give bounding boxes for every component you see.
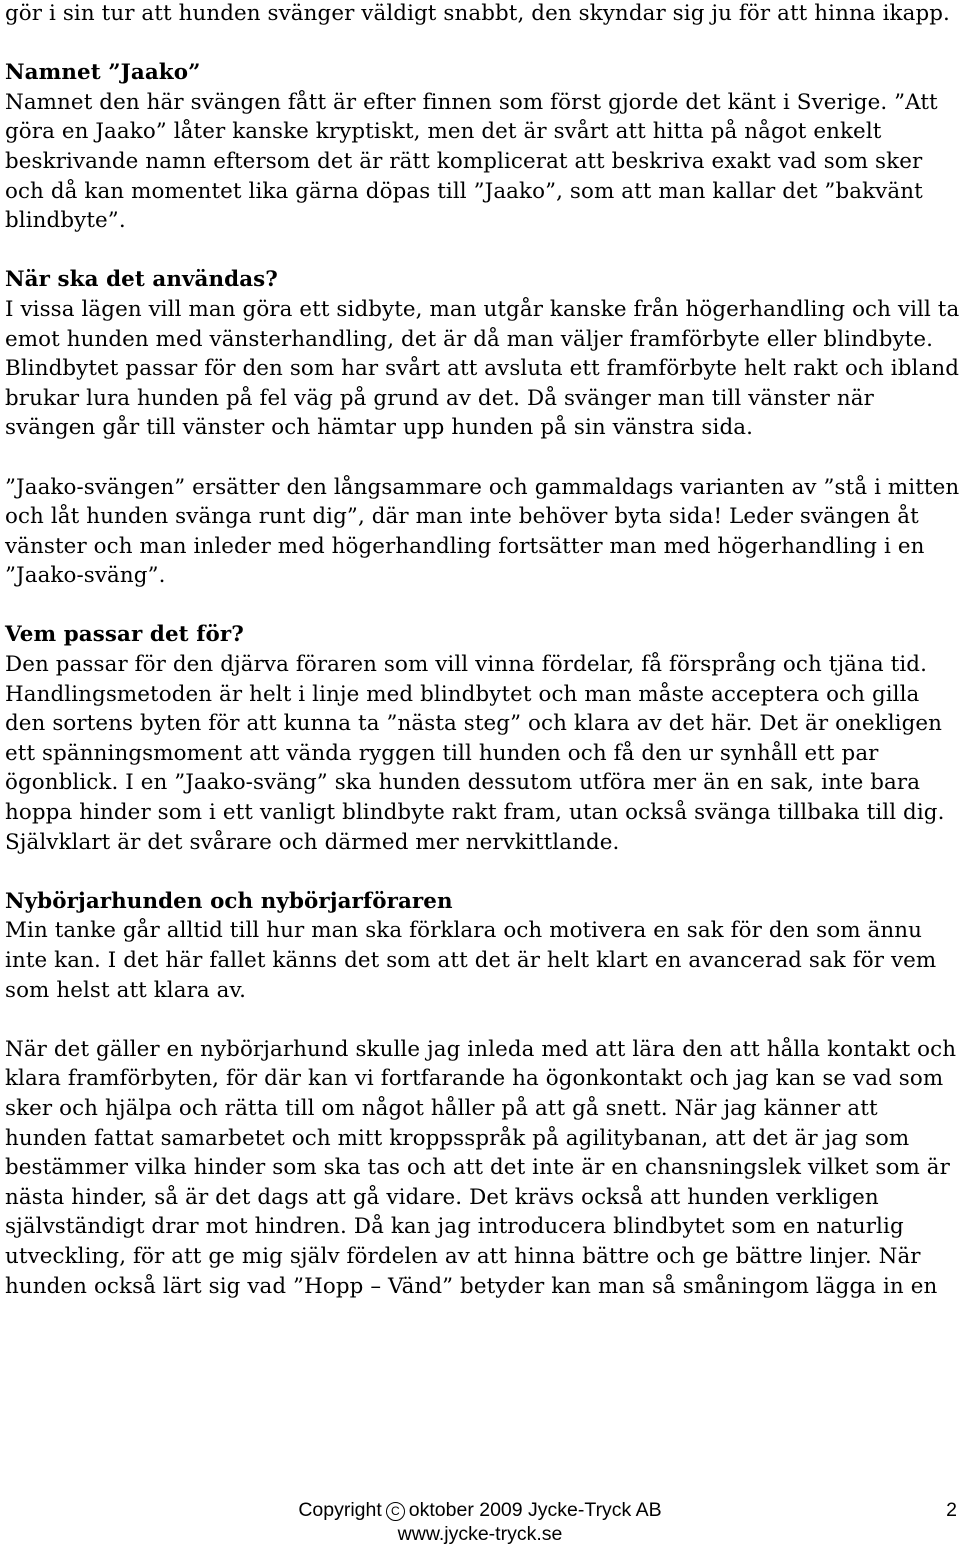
copyright-suffix: oktober 2009 Jycke-Tryck AB bbox=[408, 1499, 662, 1521]
section-body-when-2: ”Jaako-svängen” ersätter den långsammare och gammaldags varianten av ”stå i mitten och låt hunden svänga runt dig”, där man inte behöver byta sida! Leder svängen åt vänster och man inleder med högerhandling fortsätter man med högerhandling i en ”Jaako-sväng”. bbox=[5, 474, 960, 589]
section-heading-when: När ska det användas? bbox=[5, 267, 278, 293]
paragraph-gap bbox=[5, 857, 960, 887]
section-heading-name: Namnet ”Jaako” bbox=[5, 60, 201, 86]
paragraph-gap bbox=[5, 236, 960, 266]
footer-copyright bbox=[0, 1497, 960, 1524]
section-body-who: Den passar för den djärva föraren som vill vinna fördelar, få försprång och tjäna tid. Handlingsmetoden är helt i linje med blindbytet och man måste acceptera och gilla den sortens byten för att kunna ta ”nästa steg” och klara av det här. Det är onekligen ett spänningsmoment att vända ryggen till hunden och få den ur synhåll ett par ögonblick. I en ”Jaako-sväng” ska hunden dessutom utföra mer än en sak, inte bara hoppa hinder som i ett vanligt blindbyte rakt fram, utan också svänga tillbaka till dig. Självklart är det svårare och därmed mer nervkittlande. bbox=[5, 652, 945, 855]
section-heading-beginner: Nybörjarhunden och nybörjarföraren bbox=[5, 888, 453, 914]
paragraph-gap bbox=[5, 591, 960, 621]
paragraph-gap bbox=[5, 1005, 960, 1035]
paragraph-gap bbox=[5, 443, 960, 473]
paragraph-gap bbox=[5, 29, 960, 59]
intro-paragraph: gör i sin tur att hunden svänger väldigt snabbt, den skyndar sig ju för att hinna ikapp. bbox=[5, 1, 950, 26]
copyright-prefix: Copyright bbox=[298, 1499, 382, 1521]
section-body-name: Namnet den här svängen fått är efter finnen som först gjorde det känt i Sverige. ”Att göra en Jaako” låter kanske kryptiskt, men det är svårt att hitta på något enkelt beskrivande namn eftersom det är rätt komplicerat att beskriva exakt vad som sker och då kan momentet lika gärna döpas till ”Jaako”, som att man kallar det ”bakvänt blindbyte”. bbox=[5, 89, 938, 234]
page-number: 2 bbox=[946, 1499, 957, 1521]
section-heading-who: Vem passar det för? bbox=[5, 622, 244, 648]
section-body-beginner: Min tanke går alltid till hur man ska förklara och motivera en sak för den som ännu inte kan. I det här fallet känns det som att det är helt klart en avancerad sak för vem som helst att klara av. bbox=[5, 918, 937, 1003]
section-body-when: I vissa lägen vill man göra ett sidbyte, man utgår kanske från högerhandling och vill ta emot hunden med vänsterhandling, det är då man väljer framförbyte eller blindbyte. Blindbytet passar för den som har svårt att avsluta ett framförbyte helt rakt och ibland brukar lura hunden på fel väg på grund av det. Då svänger man till vänster när svängen går till vänster och hämtar upp hunden på sin vänstra sida. bbox=[5, 296, 960, 441]
section-body-beginner-2: När det gäller en nybörjarhund skulle jag inleda med att lära den att hålla kontakt och klara framförbyten, för där kan vi fortfarande ha ögonkontakt och jag kan se vad som sker och hjälpa och rätta till om något håller på att gå snett. När jag känner att hunden fattat samarbetet och mitt kroppsspråk på agilitybanan, att det är jag som bestämmer vilka hinder som ska tas och att det inte är en chansningslek vilket som är nästa hinder, så är det dags att gå vidare. Det krävs också att hunden verkligen självständigt drar mot hindren. Då kan jag introducera blindbytet som en naturlig utveckling, för att ge mig själv fördelen av att hinna bättre och ge bättre linjer. När hunden också lärt sig vad ”Hopp – Vänd” betyder kan man så småningom lägga in en bbox=[5, 1036, 957, 1299]
copyright-icon: C bbox=[386, 1502, 405, 1521]
document-page bbox=[5, 0, 960, 1301]
footer-url: www.jycke-tryck.se bbox=[397, 1523, 563, 1545]
